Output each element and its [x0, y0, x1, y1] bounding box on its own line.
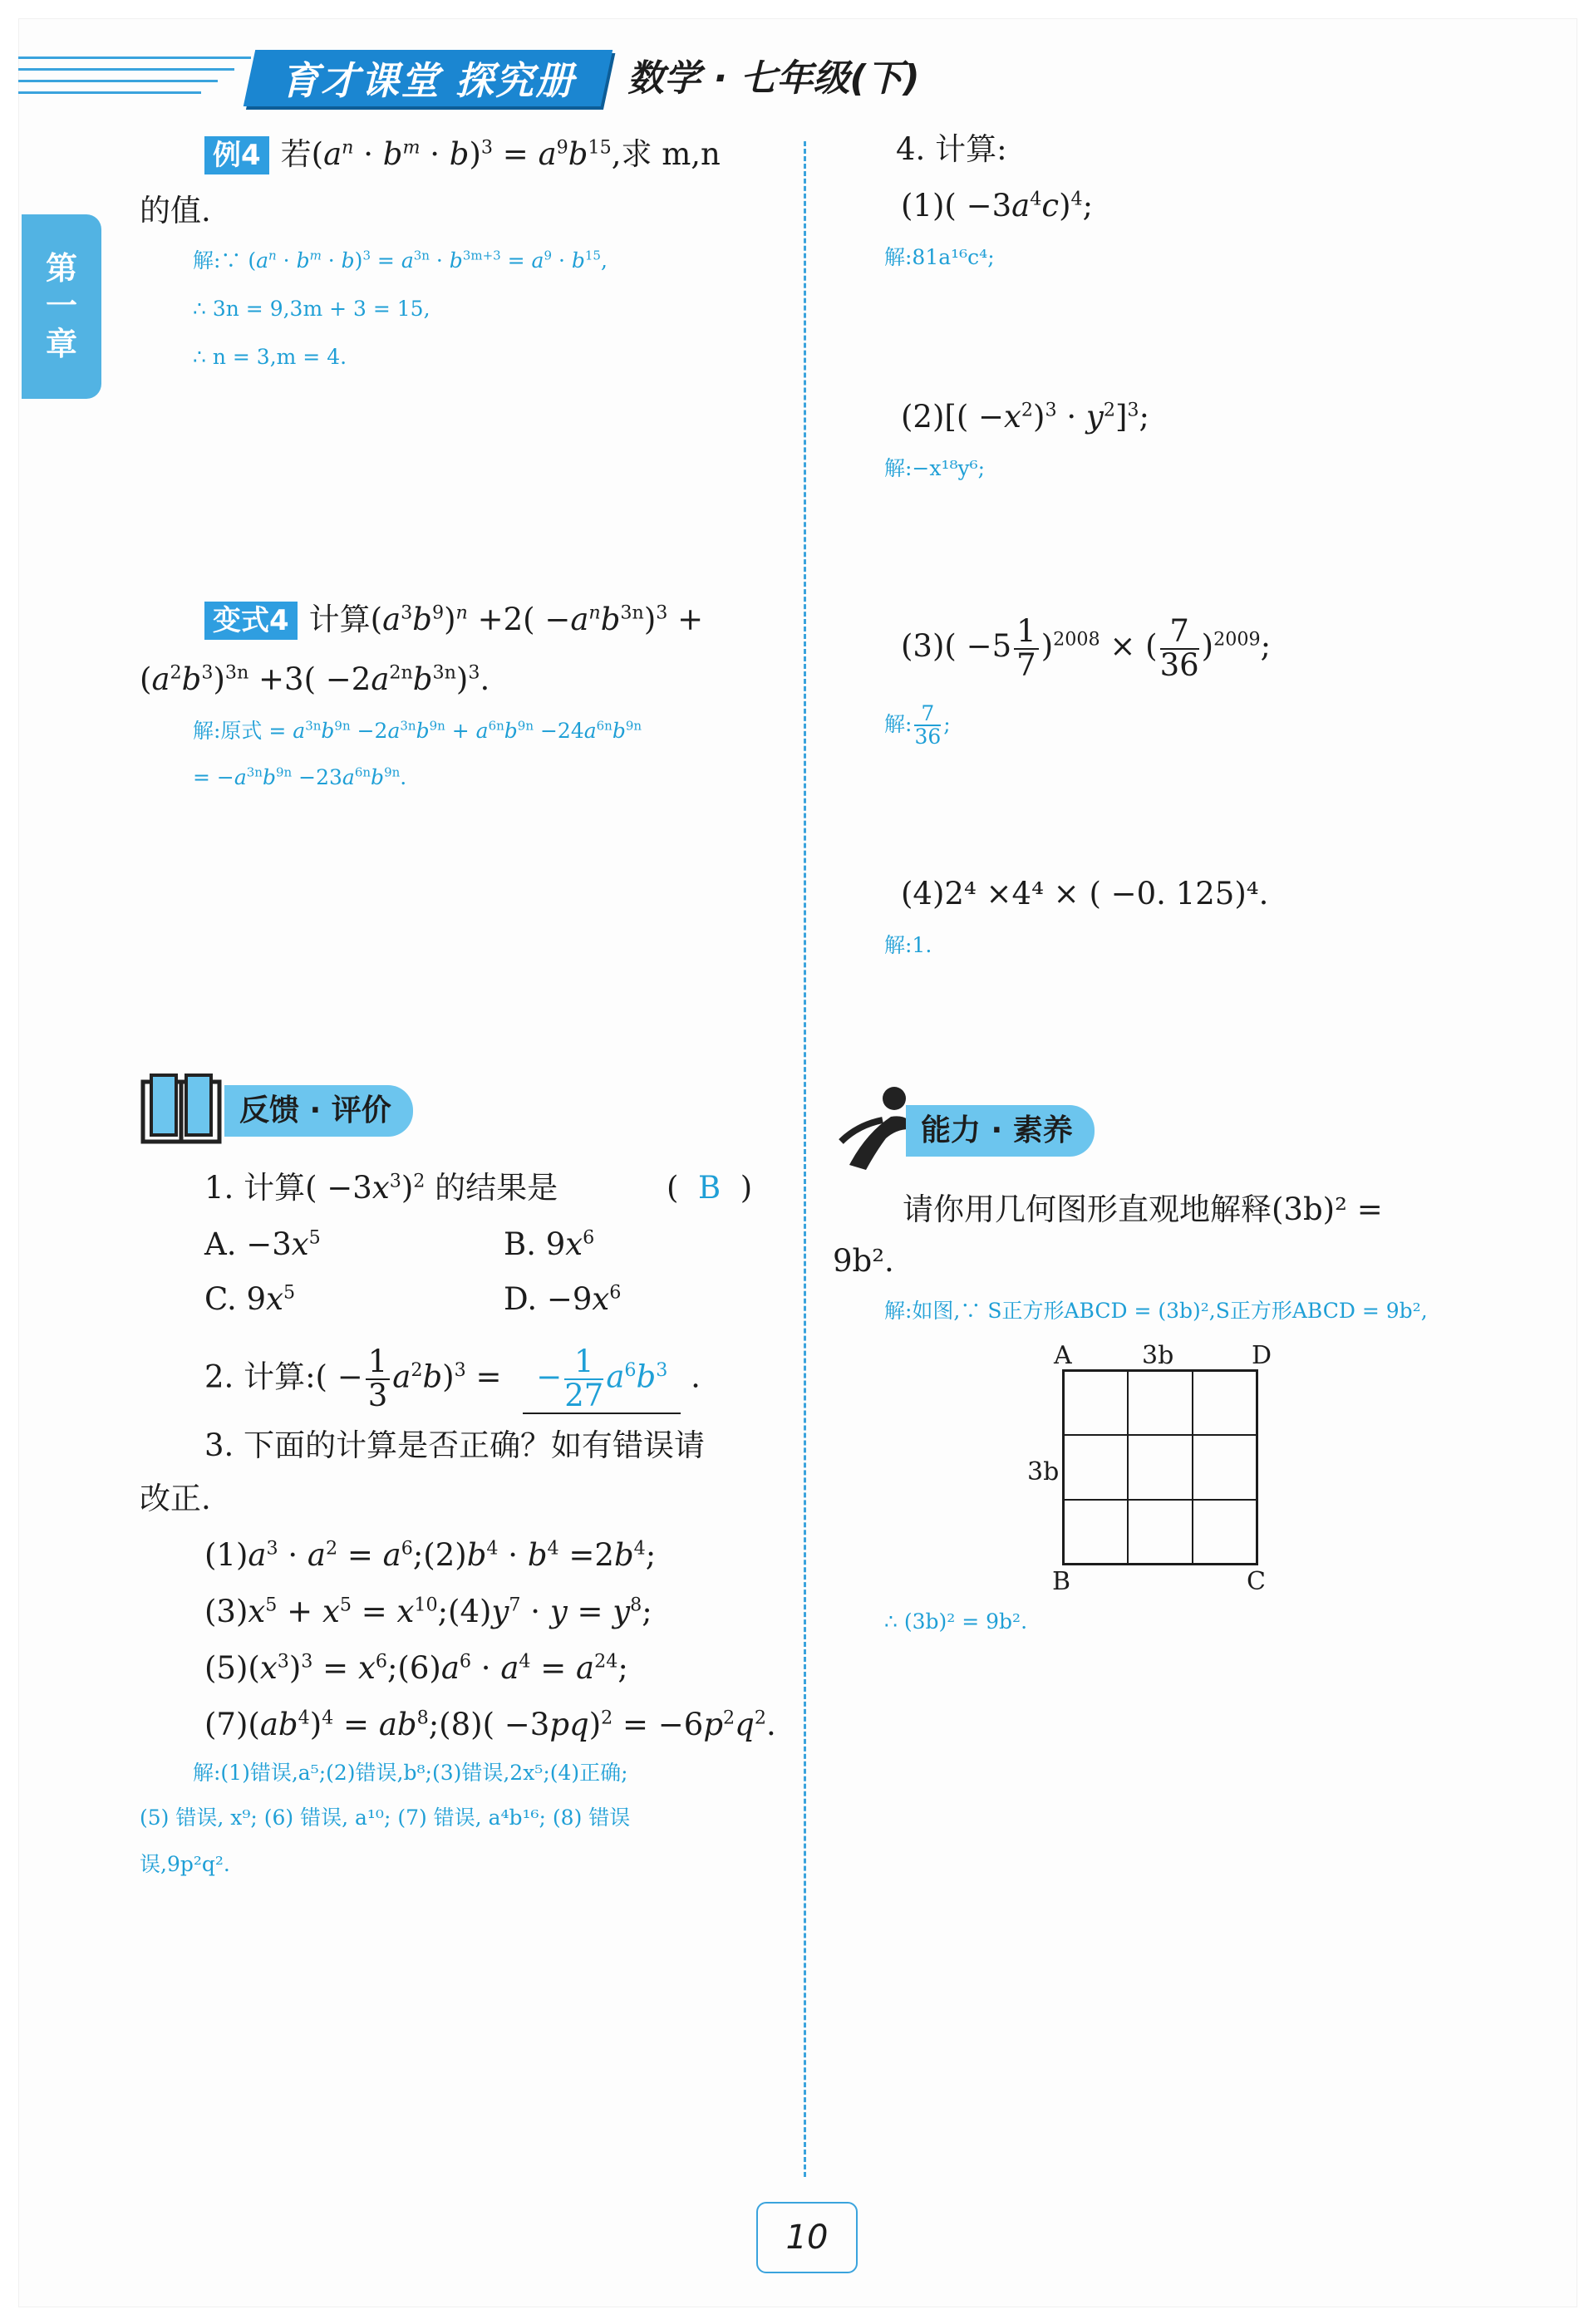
feedback-q3-item-3-4: $(3)x^5 + x^5$ = $x^{10};(4)y^7 \cdot y = y^8$;	[204, 1594, 652, 1629]
figure-label-top: 3b	[1142, 1341, 1174, 1370]
figure-label-a: A	[1054, 1341, 1072, 1370]
problem4-sub3-answer: 解: $\frac{7}{36}$ ;	[884, 701, 951, 749]
problem4-sub4-answer: 解:1.	[884, 933, 932, 957]
feedback-q3-line2: 改正.	[140, 1481, 211, 1516]
example4-solution-line1: 解:∵ $(a^n \cdot b^m \cdot b)^3 = a^{3n} \cdot b^{3m+3} = a^9 \cdot b^{15}$,	[193, 248, 608, 273]
ability-answer-line1: 解:如图,∵ S正方形ABCD = (3b)²,S正方形ABCD = 9b²,	[884, 1299, 1428, 1323]
ability-section-title: 能力 · 素养	[906, 1105, 1095, 1157]
variant4-question-line1: 变式4 计算$(a^3b^9)^n +2( -a^nb^{3n})^3$ +	[204, 600, 703, 640]
figure-label-c: C	[1247, 1567, 1266, 1596]
column-divider	[804, 141, 806, 2177]
feedback-section-title: 反馈 · 评价	[224, 1085, 413, 1137]
feedback-q3-item-5-6: $(5)(x^3)^3$ = $x^6;(6)a^6 \cdot a^4 = a^{24}$;	[204, 1650, 628, 1686]
variant4-question-line2: $(a^2b^3)^{3n} +3( -2a^{2n}b^{3n})^3$.	[140, 661, 490, 697]
feedback-q2: 2. 计算:( − $\frac{1}{3}$ $a^2b)^3$ = − $\frac{1}{27}$ $a^6b^3$ .	[204, 1344, 701, 1413]
feedback-q3-answer-line1: 解:(1)错误,a⁵;(2)错误,b⁸;(3)错误,2x⁵;(4)正确;	[193, 1761, 628, 1785]
problem4-sub3: (3)( −5 $\frac{1}{7}$ )$^{2008}$ × ( $\frac{7}{36}$ )$^{2009}$;	[901, 612, 1272, 683]
problem4-sub2-answer: 解:−x¹⁸y⁶;	[884, 456, 986, 480]
example4-solution-line3: ∴ n = 3,m = 4.	[193, 345, 347, 369]
problem4-sub1-answer: 解:81a¹⁶c⁴;	[884, 245, 995, 269]
figure-label-d: D	[1252, 1341, 1272, 1370]
example4-question-line2: 的值.	[140, 193, 211, 228]
example4-tag: 例4	[204, 136, 269, 174]
chapter-char-1: 第	[45, 249, 77, 287]
figure-label-b: B	[1052, 1567, 1071, 1596]
example4-question: 例4 若$(a^n \cdot b^m \cdot b)^3 = a^9b^{15}$,求 m,n	[204, 135, 721, 174]
feedback-q3-answer-line3: 误,9p²q².	[140, 1852, 230, 1876]
example4-solution-line2: ∴ 3n = 9,3m + 3 = 15,	[193, 297, 430, 321]
feedback-q1-option-b: B. $9x^6$	[504, 1226, 595, 1262]
header-decor-lines	[18, 50, 268, 108]
brand-banner	[244, 50, 613, 106]
feedback-q2-answer: − $\frac{1}{27}$ $a^6b^3$	[523, 1346, 681, 1414]
variant4-solution-line1: 解:原式 = $a^{3n}b^{9n} -2a^{3n}b^{9n} + a^{6n}b^{9n} -24a^{6n}b^{9n}$	[193, 718, 642, 743]
feedback-q1-answer-bracket: ( B )	[667, 1170, 753, 1206]
figure-label-left: 3b	[1027, 1457, 1060, 1486]
feedback-q1-option-c: C. $9x^5$	[204, 1281, 296, 1317]
feedback-q1-option-d: D. $-9x^6$	[504, 1281, 622, 1317]
ability-question-line2: 9b².	[833, 1243, 894, 1279]
variant4-solution-line2: = $-a^{3n}b^{9n} -23a^{6n}b^{9n}$.	[193, 764, 407, 789]
chapter-char-3: 章	[45, 325, 77, 362]
problem4-sub4: (4)2⁴ ×4⁴ × ( −0. 125)⁴.	[901, 876, 1269, 911]
ability-conclusion: ∴ (3b)² = 9b².	[884, 1609, 1028, 1634]
variant4-tag: 变式4	[204, 602, 298, 640]
chapter-tab	[22, 214, 101, 399]
ability-question-line1: 请你用几何图形直观地解释(3b)² =	[903, 1191, 1383, 1227]
feedback-q3-item-1-2: $(1)a^3 \cdot a^2$ = $a^6;(2)b^4 \cdot b^4 =2b^4$;	[204, 1537, 657, 1573]
book-icon	[140, 1072, 223, 1147]
feedback-q3-line1: 3. 下面的计算是否正确？如有错误请	[204, 1427, 706, 1463]
chapter-char-2: 一	[45, 287, 77, 325]
feedback-q3-answer-line2: (5) 错误, x⁹; (6) 错误, a¹⁰; (7) 错误, a⁴b¹⁶; (8) 错误	[140, 1806, 631, 1830]
feedback-q1-option-a: A. $-3x^5$	[204, 1226, 321, 1262]
problem4-sub1: $(1)( -3a^4c)^4$;	[901, 188, 1094, 224]
feedback-q3-item-7-8: $(7)(ab^4)^4$ = $ab^8;(8)( -3pq)^2 = -6p^2q^2$.	[204, 1707, 776, 1742]
subject-title: 数学 · 七年级(下)	[627, 57, 920, 100]
figure-grid	[1062, 1369, 1258, 1565]
brand-title: 育才课堂 探究册	[280, 58, 575, 103]
problem4-sub2: $(2)[( -x^2)^3 \cdot y^2]^3$;	[901, 399, 1149, 435]
page-number: 10	[756, 2202, 858, 2273]
feedback-q1: 1. 计算( $-3x^3)^2$ 的结果是	[204, 1170, 558, 1206]
problem4-title: 4. 计算:	[896, 131, 1007, 167]
feedback-q1-answer: B	[697, 1170, 721, 1206]
